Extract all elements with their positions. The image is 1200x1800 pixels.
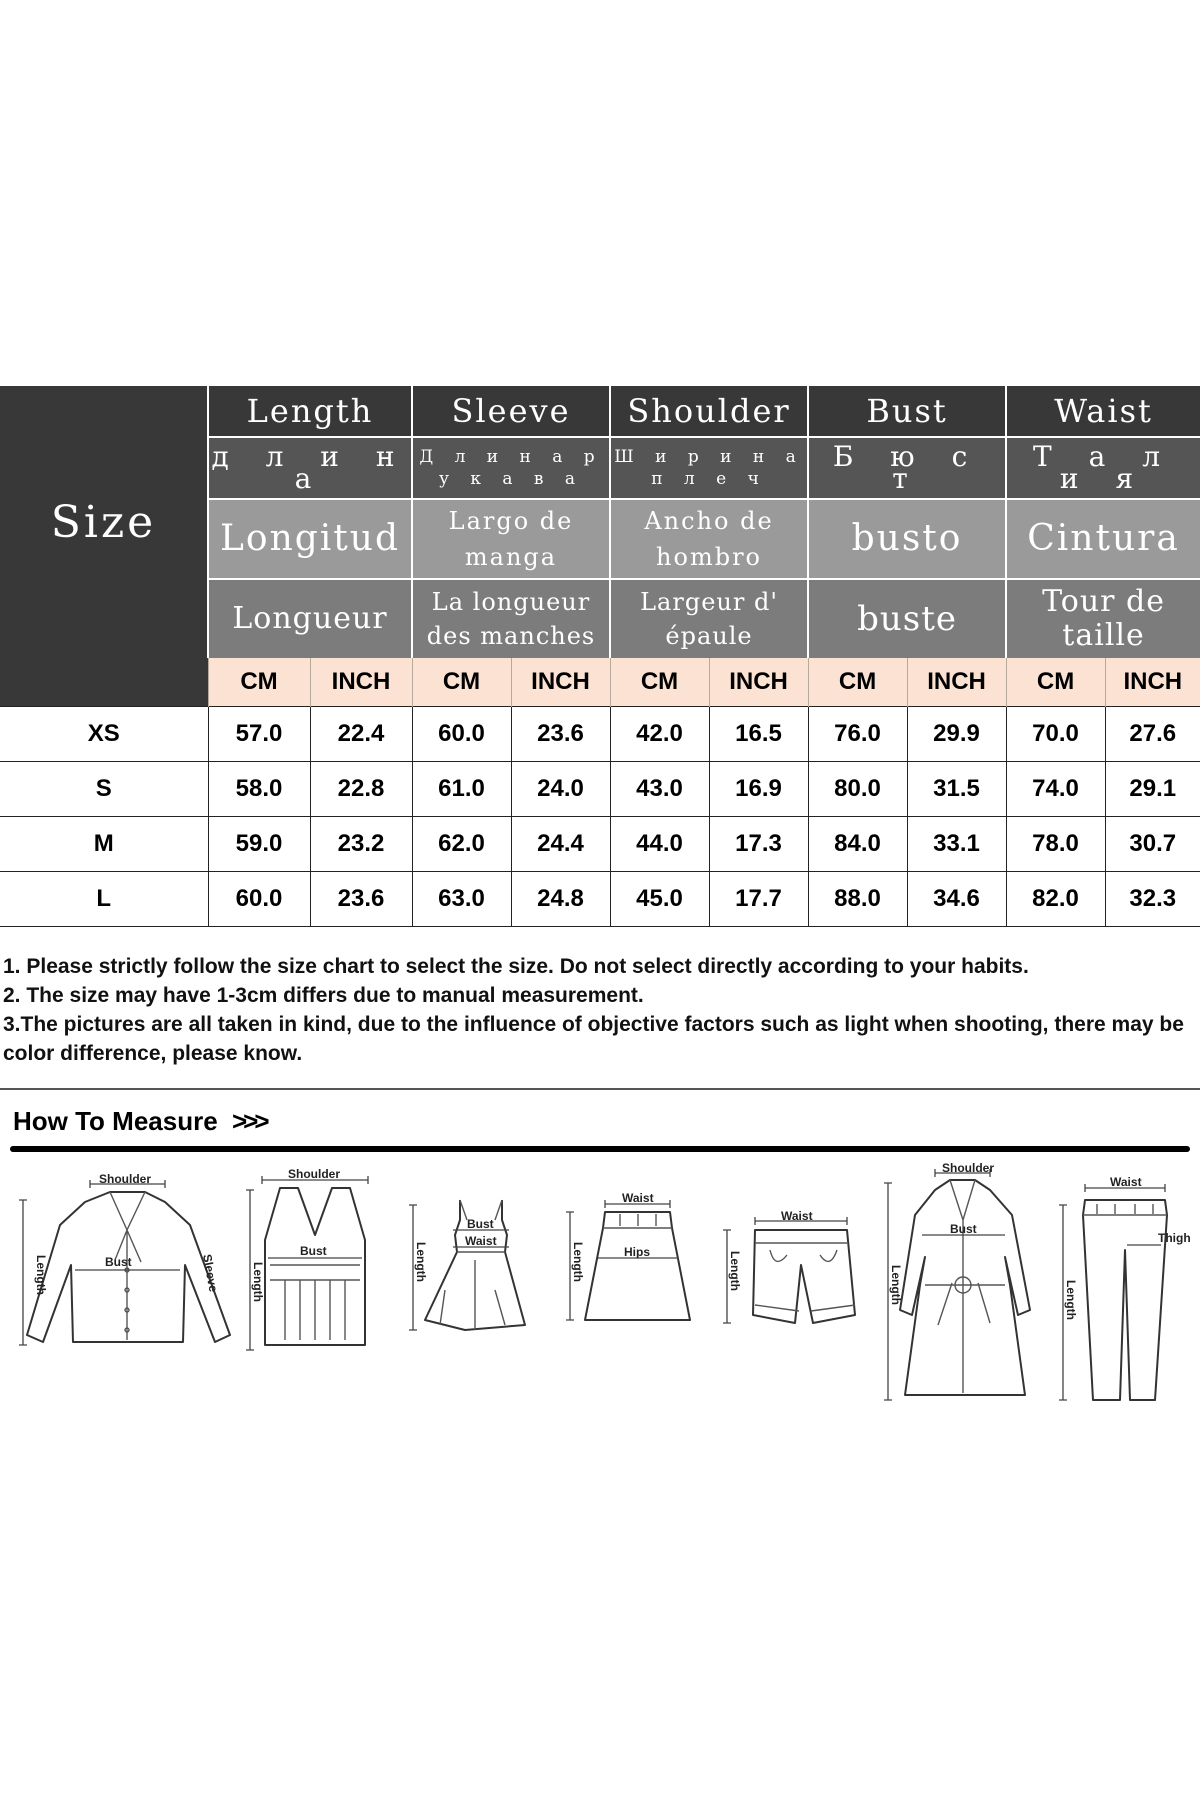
table-cell: 23.6 (310, 872, 412, 927)
unit-inch: INCH (511, 658, 610, 707)
length-label: Length (728, 1251, 742, 1291)
hips-label: Hips (624, 1245, 651, 1259)
table-cell: 17.3 (709, 817, 808, 872)
table-cell: 24.0 (511, 762, 610, 817)
table-cell: 63.0 (412, 872, 511, 927)
thigh-label: Thigh (1158, 1231, 1191, 1245)
shoulder-label: Shoulder (288, 1167, 341, 1181)
header-shoulder-es: Ancho de hombro (610, 499, 808, 579)
unit-cm: CM (208, 658, 310, 707)
unit-cm: CM (808, 658, 907, 707)
table-cell: 30.7 (1105, 817, 1200, 872)
unit-cm: CM (1006, 658, 1105, 707)
table-cell: 74.0 (1006, 762, 1105, 817)
table-cell: 57.0 (208, 707, 310, 762)
header-shoulder-ru: Ш и р и н а п л е ч (610, 437, 808, 499)
size-notes (3, 952, 1193, 1068)
size-value: XS (0, 707, 208, 762)
unit-cm: CM (412, 658, 511, 707)
size-value: M (0, 817, 208, 872)
length-label: Length (1064, 1280, 1078, 1320)
bust-label: Bust (467, 1217, 494, 1231)
top-diagram (240, 1167, 390, 1370)
note-3: 3.The pictures are all taken in kind, due to the influence of objective factors such as light when shooting, there may be color difference, please know. (3, 1013, 1184, 1065)
table-cell: 29.1 (1105, 762, 1200, 817)
header-waist-ru: Т а л и я (1006, 437, 1200, 499)
size-header: Size (0, 386, 208, 658)
size-value: L (0, 872, 208, 927)
triple-chevron-icon: >>> (232, 1106, 266, 1136)
length-label: Length (414, 1242, 428, 1282)
waist-label: Waist (622, 1191, 654, 1205)
table-cell: 58.0 (208, 762, 310, 817)
size-chart-table (0, 386, 1200, 927)
table-cell: 16.9 (709, 762, 808, 817)
shoulder-label: Shoulder (99, 1172, 152, 1186)
unit-row-blank (0, 658, 208, 707)
waist-label: Waist (465, 1234, 497, 1248)
table-row (0, 707, 1200, 762)
header-sleeve-ru: Д л и н а р у к а в а (412, 437, 610, 499)
unit-inch: INCH (310, 658, 412, 707)
table-cell: 78.0 (1006, 817, 1105, 872)
header-length-en: Length (208, 386, 412, 437)
header-sleeve-es: Largo de manga (412, 499, 610, 579)
table-cell: 23.2 (310, 817, 412, 872)
unit-inch: INCH (709, 658, 808, 707)
table-cell: 24.4 (511, 817, 610, 872)
table-cell: 44.0 (610, 817, 709, 872)
waist-label: Waist (1110, 1175, 1142, 1189)
header-length-es: Longitud (208, 499, 412, 579)
table-cell: 32.3 (1105, 872, 1200, 927)
table-cell: 80.0 (808, 762, 907, 817)
header-row-english (0, 386, 1200, 437)
table-cell: 31.5 (907, 762, 1006, 817)
table-row (0, 762, 1200, 817)
table-cell: 42.0 (610, 707, 709, 762)
bust-label: Bust (300, 1244, 327, 1258)
pants-diagram (1045, 1170, 1195, 1405)
table-cell: 60.0 (412, 707, 511, 762)
table-cell: 16.5 (709, 707, 808, 762)
dress-diagram (405, 1190, 545, 1340)
header-bust-en: Bust (808, 386, 1006, 437)
header-sleeve-en: Sleeve (412, 386, 610, 437)
length-label: Length (571, 1242, 585, 1282)
shoulder-label: Shoulder (942, 1161, 995, 1175)
unit-row (0, 658, 1200, 707)
table-cell: 17.7 (709, 872, 808, 927)
table-cell: 59.0 (208, 817, 310, 872)
unit-inch: INCH (1105, 658, 1200, 707)
table-cell: 43.0 (610, 762, 709, 817)
skirt-diagram (560, 1190, 700, 1340)
length-label: Length (251, 1262, 265, 1302)
table-row (0, 817, 1200, 872)
table-cell: 23.6 (511, 707, 610, 762)
header-shoulder-en: Shoulder (610, 386, 808, 437)
header-waist-fr: Tour de taille (1006, 579, 1200, 658)
header-bust-fr: buste (808, 579, 1006, 658)
table-cell: 45.0 (610, 872, 709, 927)
note-2: 2. The size may have 1-3cm differs due to manual measurement. (3, 984, 644, 1007)
bust-label: Bust (950, 1222, 977, 1236)
table-cell: 61.0 (412, 762, 511, 817)
table-cell: 60.0 (208, 872, 310, 927)
header-bust-es: busto (808, 499, 1006, 579)
table-cell: 76.0 (808, 707, 907, 762)
waist-label: Waist (781, 1209, 813, 1223)
note-1: 1. Please strictly follow the size chart to select the size. Do not select directly according to your habits. (3, 955, 1029, 978)
measurement-diagrams (0, 1160, 1200, 1410)
table-cell: 70.0 (1006, 707, 1105, 762)
table-cell: 24.8 (511, 872, 610, 927)
length-label: Length (889, 1265, 903, 1305)
table-cell: 84.0 (808, 817, 907, 872)
table-cell: 29.9 (907, 707, 1006, 762)
header-length-fr: Longueur (208, 579, 412, 658)
how-to-measure-title: How To Measure (13, 1106, 218, 1136)
header-shoulder-fr: Largeur d' épaule (610, 579, 808, 658)
unit-cm: CM (610, 658, 709, 707)
header-bust-ru: Б ю с т (808, 437, 1006, 499)
title-underline (10, 1146, 1190, 1152)
unit-inch: INCH (907, 658, 1006, 707)
table-cell: 33.1 (907, 817, 1006, 872)
table-cell: 22.8 (310, 762, 412, 817)
header-waist-es: Cintura (1006, 499, 1200, 579)
size-value: S (0, 762, 208, 817)
table-cell: 82.0 (1006, 872, 1105, 927)
table-row (0, 872, 1200, 927)
table-cell: 27.6 (1105, 707, 1200, 762)
section-divider (0, 1088, 1200, 1090)
blouse-diagram (15, 1170, 235, 1370)
sleeve-label: Sleeve (200, 1253, 221, 1293)
table-cell: 34.6 (907, 872, 1006, 927)
header-waist-en: Waist (1006, 386, 1200, 437)
shorts-diagram (715, 1209, 865, 1335)
header-sleeve-fr: La longueur des manches (412, 579, 610, 658)
table-cell: 22.4 (310, 707, 412, 762)
table-cell: 88.0 (808, 872, 907, 927)
length-label: Length (34, 1255, 48, 1295)
bust-label: Bust (105, 1255, 132, 1269)
header-length-ru: д л и н а (208, 437, 412, 499)
coat-diagram (880, 1161, 1040, 1410)
table-cell: 62.0 (412, 817, 511, 872)
